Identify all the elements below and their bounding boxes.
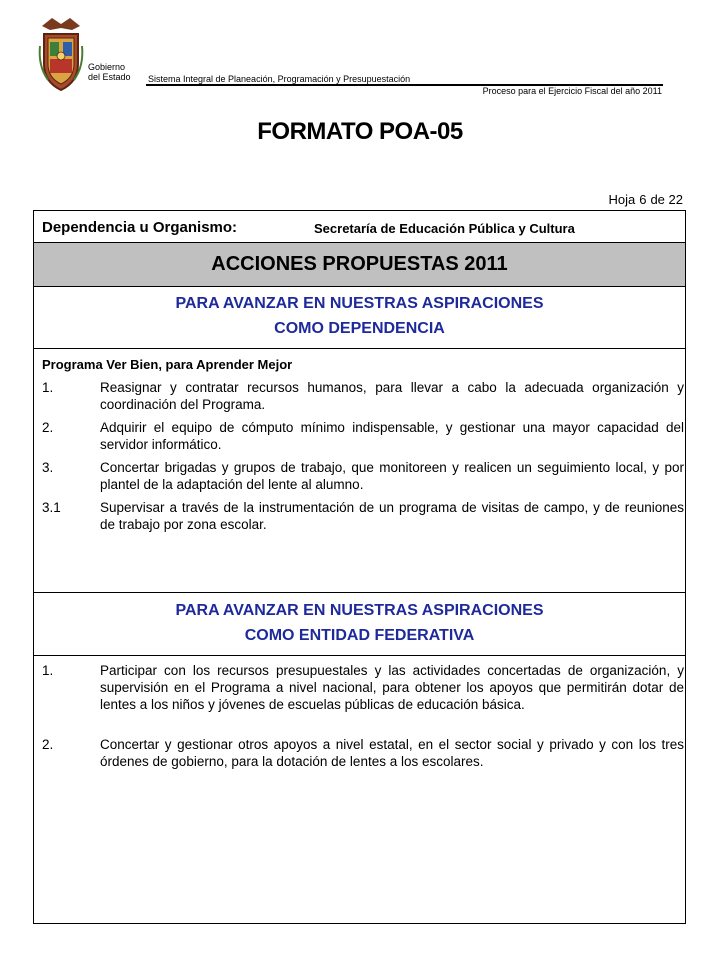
section2-heading-line2: COMO ENTIDAD FEDERATIVA (244, 627, 475, 644)
action-number: 2. (42, 737, 54, 752)
section1-heading-line2: COMO DEPENDENCIA (274, 320, 445, 337)
divider (34, 592, 685, 593)
action-item (42, 459, 684, 493)
section-banner: ACCIONES PROPUESTAS 2011 (34, 243, 685, 287)
section1-heading (34, 291, 685, 341)
action-text: Adquirir el equipo de cómputo mínimo indispensable, y gestionar una mayor capacidad del servidor informático. (100, 420, 684, 452)
system-name: Sistema Integral de Planeación, Programación y Presupuestación (148, 74, 411, 84)
dependency-label: Dependencia u Organismo: (42, 219, 238, 236)
sheet-total: de 22 (650, 192, 683, 207)
action-item (42, 379, 684, 413)
action-item (42, 499, 684, 533)
action-text: Concertar brigadas y grupos de trabajo, que monitoreen y realicen un seguimiento local, y por plantel de la adaptación del lente al alumno. (100, 460, 684, 492)
divider (34, 655, 685, 656)
action-item (42, 736, 684, 770)
action-number: 1. (42, 380, 54, 395)
program-title: Programa Ver Bien, para Aprender Mejor (42, 357, 293, 372)
action-number: 2. (42, 420, 54, 435)
action-number: 3.1 (42, 500, 61, 515)
action-number: 1. (42, 663, 54, 678)
government-line-2: del Estado (88, 72, 131, 82)
action-number: 3. (42, 460, 54, 475)
sheet-label: Hoja (608, 192, 636, 207)
action-item (42, 419, 684, 453)
section2-heading-line1: PARA AVANZAR EN NUESTRAS ASPIRACIONES (175, 602, 544, 619)
action-item (42, 662, 684, 713)
page-title: FORMATO POA-05 (257, 118, 463, 145)
dependency-value: Secretaría de Educación Pública y Cultura (314, 221, 575, 236)
divider (34, 348, 685, 349)
action-text: Reasignar y contratar recursos humanos, para llevar a cabo la adecuada organización y coordinación del Programa. (100, 380, 684, 412)
state-seal-icon (36, 16, 86, 96)
government-line-1: Gobierno (88, 62, 126, 72)
sheet-indicator (604, 192, 683, 207)
sheet-current: 6 (639, 192, 647, 207)
action-text: Supervisar a través de la instrumentación de un programa de visitas de campo, y de reuniones de trabajo por zona escolar. (100, 500, 684, 532)
dependency-row (34, 211, 685, 243)
section2-action-list (42, 662, 684, 776)
form-frame (33, 210, 686, 924)
action-text: Concertar y gestionar otros apoyos a nivel estatal, en el sector social y privado y con los tres órdenes de gobierno, para la dotación de lentes a los escolares. (100, 737, 684, 769)
section1-action-list (42, 379, 684, 539)
action-text: Participar con los recursos presupuestales y las actividades concertadas de organización, y supervisión en el Programa a nivel nacional, para obtener los apoyos que permitirán dotar de lentes a los niños y jóvenes de escuelas públicas de educación básica. (100, 663, 684, 712)
section2-heading (34, 598, 685, 648)
government-label (88, 62, 131, 82)
section1-heading-line1: PARA AVANZAR EN NUESTRAS ASPIRACIONES (175, 295, 544, 312)
process-label: Proceso para el Ejercicio Fiscal del año 2011 (482, 86, 662, 96)
